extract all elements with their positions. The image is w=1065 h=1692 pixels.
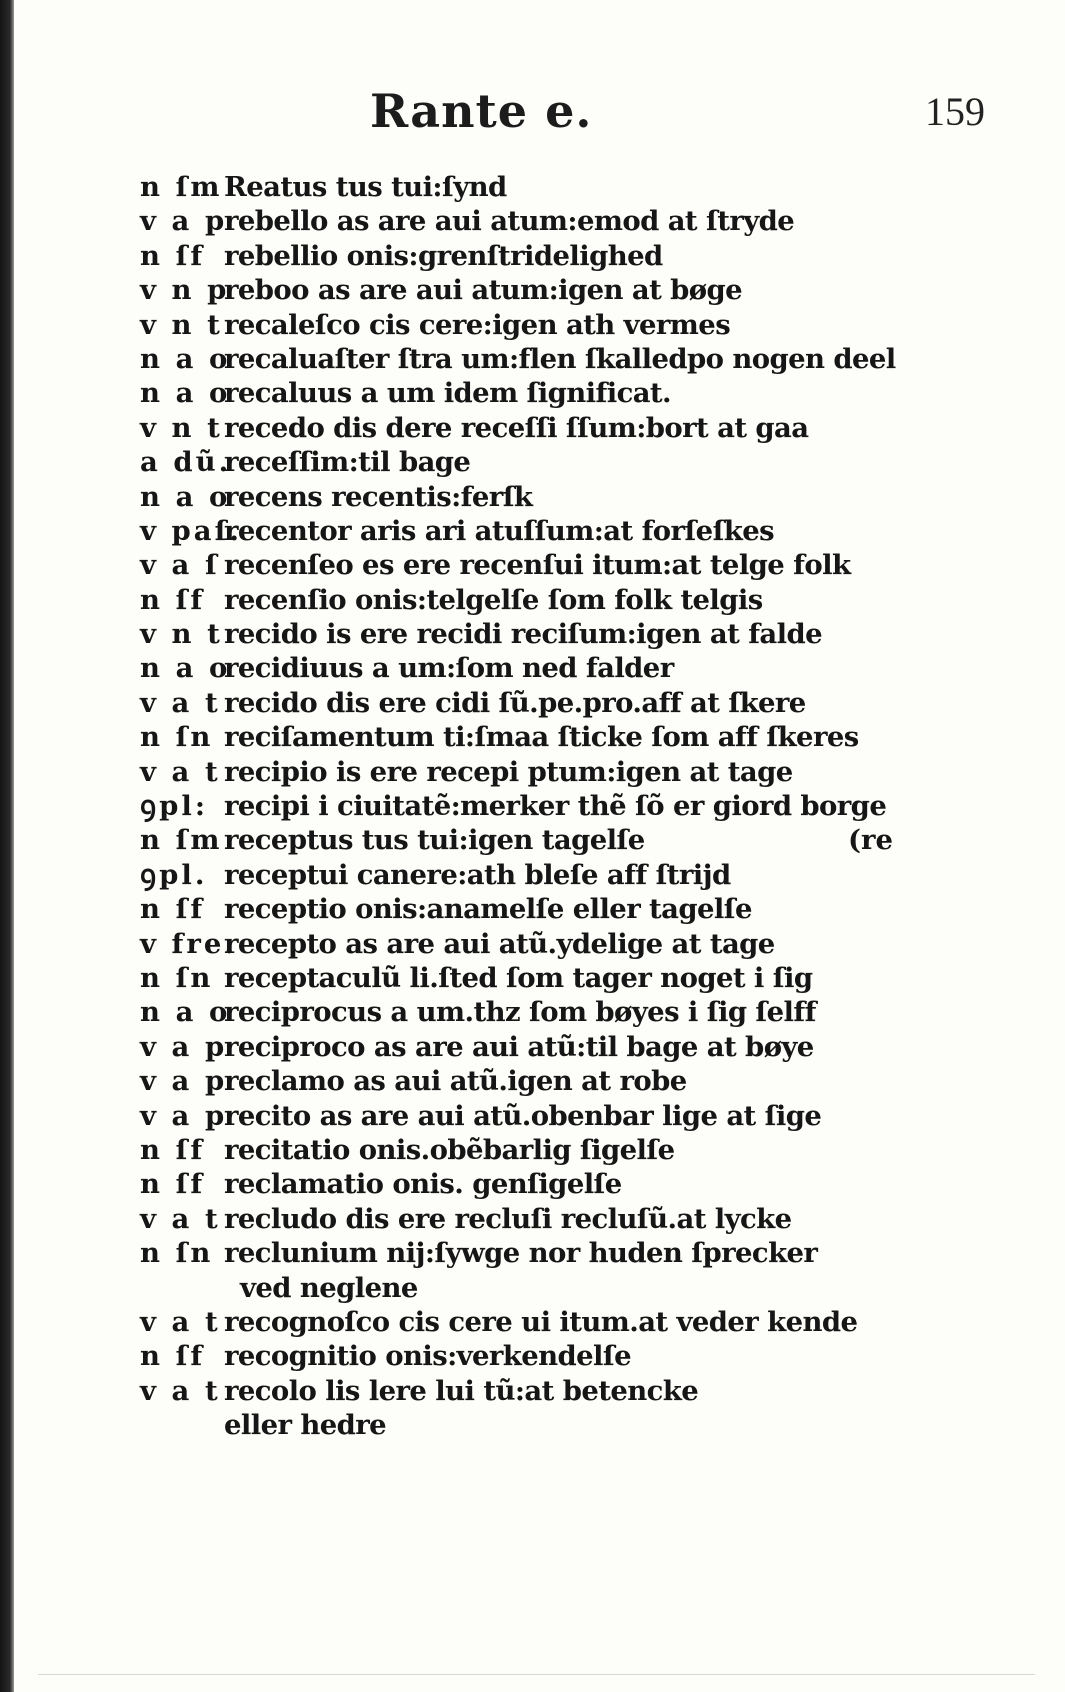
grammar-code: v fre. — [140, 927, 237, 960]
entry-definition: receptaculũ li.ſted ſom tager noget i ſig — [224, 961, 813, 994]
grammar-code: n ſf — [140, 893, 206, 926]
dictionary-entry — [140, 1305, 910, 1339]
dictionary-entry — [140, 823, 910, 857]
dictionary-entry — [140, 273, 910, 307]
entry-definition: recaluus a um idem ſignificat. — [224, 377, 672, 410]
entry-definition: recenſeo es ere recenſui itum:at telge folk — [224, 549, 851, 582]
dictionary-entry — [140, 514, 910, 548]
entry-definition: recito as are aui atũ.obenbar lige at ſige — [224, 1099, 822, 1132]
entry-definition: receptus tus tui:igen tagelſe — [224, 824, 645, 857]
grammar-code: n ſf — [140, 1133, 206, 1166]
dictionary-entry — [140, 1202, 910, 1236]
entry-definition: recaleſco cis cere:igen ath vermes — [224, 308, 731, 341]
carried-over-word: (re — [848, 824, 893, 857]
grammar-code: n ſn — [140, 1237, 214, 1270]
entry-definition: recenſio onis:telgelſe ſom folk telgis — [224, 583, 763, 616]
dictionary-entry — [140, 1374, 910, 1408]
page-gutter-shadow — [0, 0, 14, 1692]
dictionary-entry — [140, 1167, 910, 1201]
grammar-code: v a t — [140, 1374, 221, 1407]
entry-definition: recedo dis dere receſſi ſſum:bort at gaa — [224, 411, 809, 444]
dictionary-entry — [140, 411, 910, 445]
grammar-code: v n t — [140, 308, 223, 341]
entry-definition: recens recentis:ferſk — [224, 480, 533, 513]
grammar-code: v a t — [140, 686, 221, 719]
entry-definition: recidiuus a um:ſom ned falder — [224, 652, 674, 685]
dictionary-entry — [140, 1030, 910, 1064]
grammar-code: n a o — [140, 996, 231, 1029]
grammar-code: v a ſ — [140, 549, 220, 582]
entry-definition: recentor aris ari atuſſum:at forſeſkes — [224, 514, 775, 547]
dictionary-entry — [140, 1133, 910, 1167]
entry-definition: recaluaſter ſtra um:flen ſkalledpo nogen deel — [224, 342, 896, 375]
dictionary-entry — [140, 1339, 910, 1373]
entry-definition: recludo dis ere recluſi recluſũ.at lycke — [224, 1202, 792, 1235]
entry-continuation-text: eller hedre — [224, 1409, 387, 1442]
grammar-code: n a o — [140, 652, 231, 685]
grammar-code: a dũ. — [140, 446, 232, 479]
grammar-code: n ſf — [140, 583, 206, 616]
dictionary-entry — [140, 961, 910, 995]
entry-definition: reciproco as are aui atũ:til bage at bøye — [224, 1030, 814, 1063]
grammar-code: n ſm — [140, 824, 223, 857]
grammar-code: n ſf — [140, 1168, 206, 1201]
dictionary-entry — [140, 376, 910, 410]
entry-definition: recolo lis lere lui tũ:at betencke — [224, 1374, 699, 1407]
entry-continuation-line — [140, 1271, 910, 1305]
grammar-code: n ſf — [140, 1340, 206, 1373]
dictionary-entry — [140, 170, 910, 204]
dictionary-entry — [140, 617, 910, 651]
grammar-code: n ſn — [140, 961, 214, 994]
grammar-code: n a o — [140, 377, 231, 410]
entry-definition: Reatus tus tui:ſynd — [224, 171, 507, 203]
grammar-code: v n t — [140, 411, 223, 444]
grammar-code: v a p — [140, 1099, 228, 1132]
grammar-code: n a o — [140, 480, 231, 513]
grammar-code: v a t — [140, 1202, 221, 1235]
dictionary-entry — [140, 995, 910, 1029]
entry-definition: recepto as are aui atũ.ydelige at tage — [224, 927, 775, 960]
entry-definition: rebello as are aui atum:emod at ſtryde — [224, 205, 795, 238]
entry-definition: reboo as are aui atum:igen at bøge — [224, 274, 743, 307]
page-bottom-edge — [38, 1674, 1035, 1675]
grammar-code: n ſf — [140, 239, 206, 272]
entry-definition: recognitio onis:verkendelſe — [224, 1340, 632, 1373]
dictionary-entry — [140, 1064, 910, 1098]
entry-definition: receptui canere:ath bleſe aff ſtrijd — [224, 858, 731, 891]
entry-definition: rebellio onis:grenſtridelighed — [224, 239, 663, 272]
grammar-code: v a p — [140, 1030, 228, 1063]
grammar-code: n ſn — [140, 721, 214, 754]
dictionary-entry — [140, 720, 910, 754]
page-number: 159 — [925, 89, 985, 134]
grammar-code: n a o — [140, 342, 231, 375]
grammar-code: ꝯpl. — [140, 858, 208, 891]
entry-definition: recipi i ciuitatẽ:merker thẽ ſõ er giord borge — [224, 790, 887, 823]
entry-definition: recognoſco cis cere ui itum.at veder kende — [224, 1305, 858, 1338]
grammar-code: ꝯpl: — [140, 790, 208, 823]
dictionary-entry-list — [140, 170, 910, 1442]
entry-definition: reclunium nij:ſywge nor huden ſprecker — [224, 1237, 818, 1270]
dictionary-entry — [140, 686, 910, 720]
dictionary-entry — [140, 239, 910, 273]
grammar-code: v a p — [140, 1065, 228, 1098]
entry-definition: recido dis ere cidi ſũ.pe.pro.aff at ſkere — [224, 686, 806, 719]
dictionary-entry — [140, 445, 910, 479]
dictionary-entry — [140, 927, 910, 961]
dictionary-entry — [140, 548, 910, 582]
entry-definition: recido is ere recidi reciſum:igen at falde — [224, 618, 823, 651]
entry-definition: receſſim:til bage — [224, 446, 471, 479]
dictionary-entry — [140, 583, 910, 617]
entry-definition: recipio is ere recepi ptum:igen at tage — [224, 755, 793, 788]
dictionary-entry — [140, 755, 910, 789]
entry-definition: reciprocus a um.thz ſom bøyes i ſig ſelff — [224, 996, 816, 1029]
dictionary-entry — [140, 308, 910, 342]
entry-definition: receptio onis:anamelſe eller tagelſe — [224, 893, 752, 926]
grammar-code: v a t — [140, 1305, 221, 1338]
dictionary-entry — [140, 858, 910, 892]
entry-definition: reciſamentum ti:ſmaa ſticke ſom aff ſkeres — [224, 721, 859, 754]
dictionary-entry — [140, 1099, 910, 1133]
running-head: Rante e. — [370, 84, 593, 138]
grammar-code: v a t — [140, 755, 221, 788]
dictionary-entry — [140, 651, 910, 685]
dictionary-entry — [140, 789, 910, 823]
dictionary-entry — [140, 204, 910, 238]
grammar-code: v n p — [140, 274, 230, 307]
grammar-code: n ſm — [140, 171, 223, 203]
dictionary-entry — [140, 342, 910, 376]
dictionary-entry — [140, 480, 910, 514]
dictionary-entry — [140, 1236, 910, 1270]
entry-continuation-line — [140, 1408, 910, 1442]
grammar-code: v paſ. — [140, 514, 243, 547]
grammar-code: v n t — [140, 618, 223, 651]
dictionary-entry — [140, 892, 910, 926]
entry-definition: recitatio onis.obẽbarlig ſigelſe — [224, 1133, 675, 1166]
grammar-code: v a p — [140, 205, 228, 238]
entry-continuation-text: ved neglene — [240, 1271, 418, 1304]
entry-definition: reclamo as aui atũ.igen at robe — [224, 1065, 687, 1098]
entry-definition: reclamatio onis. genſigelſe — [224, 1168, 622, 1201]
